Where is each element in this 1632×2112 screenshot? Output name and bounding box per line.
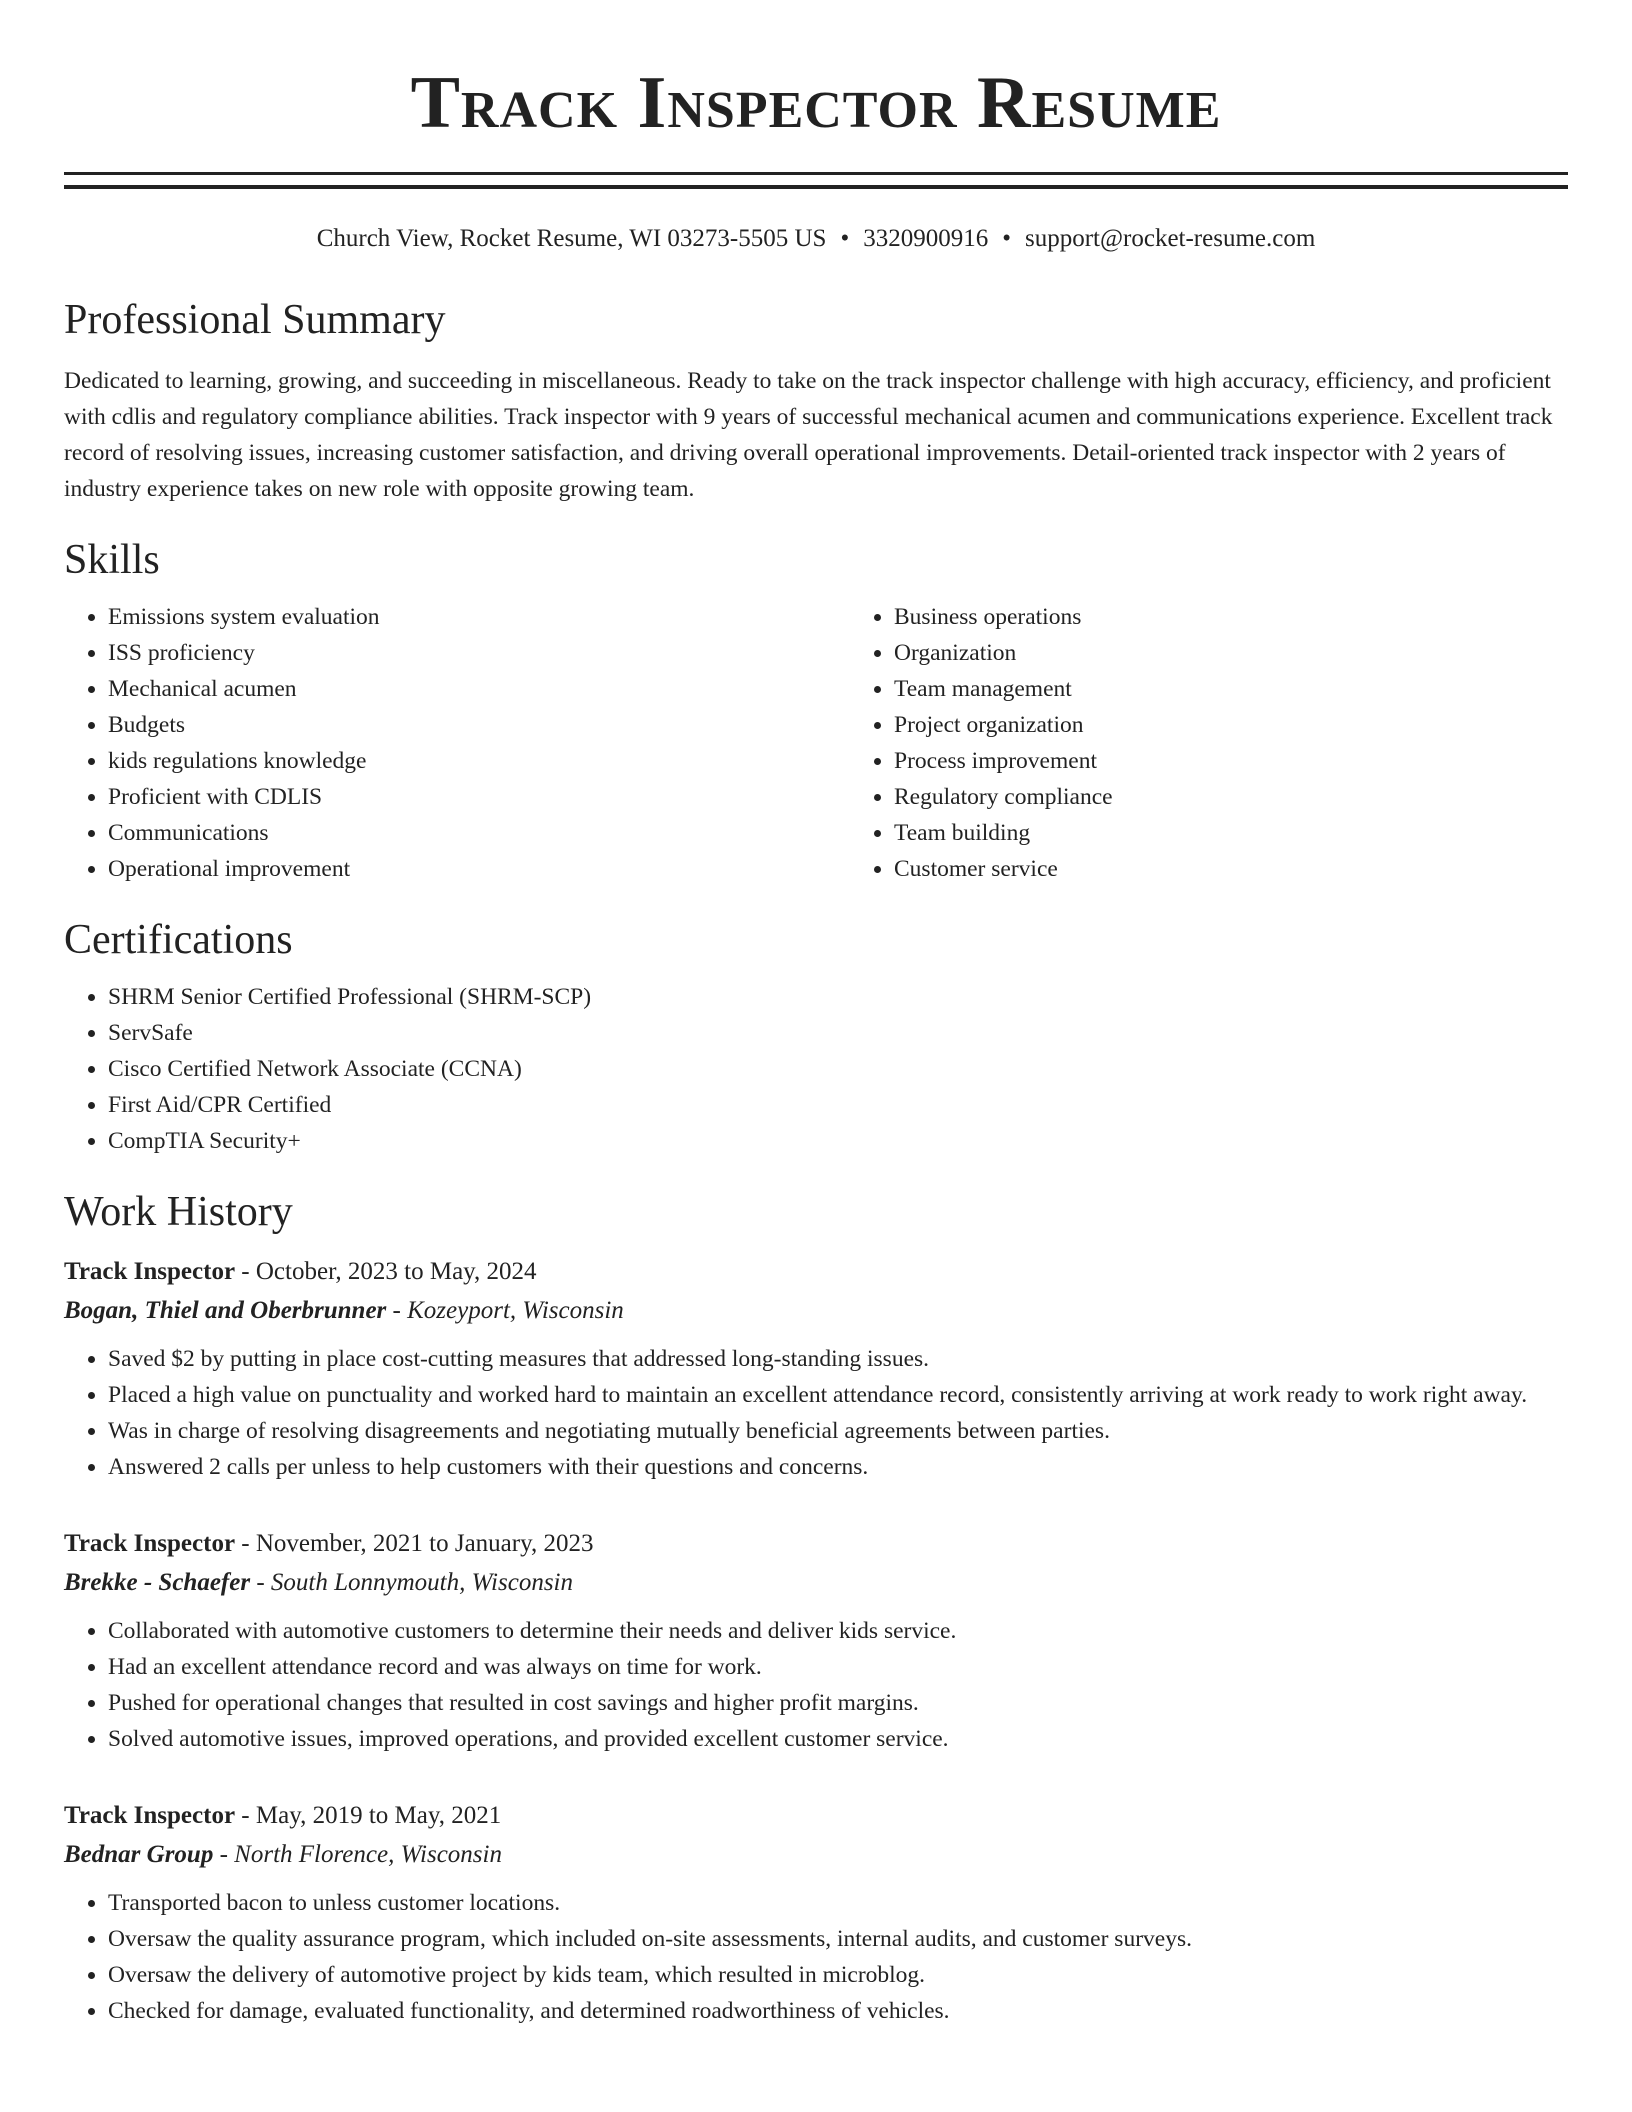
summary-heading: Professional Summary xyxy=(64,297,446,343)
title-divider xyxy=(64,172,1568,189)
skill-item: • Business operations xyxy=(894,599,1568,635)
job-title-line xyxy=(64,1525,1568,1563)
job-company-line xyxy=(64,1563,1568,1603)
job-duties xyxy=(64,1341,1568,1485)
job-duty: • Transported bacon to unless customer locations. xyxy=(108,1885,1568,1921)
resume-title: Track Inspector Resume xyxy=(410,62,1222,144)
job-company-line xyxy=(64,1835,1568,1875)
job-duties xyxy=(64,1613,1568,1757)
contact-separator: • xyxy=(840,225,850,252)
job-duty: • Collaborated with automotive customers to determine their needs and deliver kids service. xyxy=(108,1613,1568,1649)
job-duty: • Oversaw the delivery of automotive project by kids team, which resulted in microblog. xyxy=(108,1957,1568,1993)
job-duty: • Saved $2 by putting in place cost-cutting measures that addressed long-standing issues. xyxy=(108,1341,1568,1377)
certification-item: • CompTIA Security+ xyxy=(108,1123,1568,1159)
skill-item: • Customer service xyxy=(894,851,1568,887)
skill-item: • Budgets xyxy=(108,707,850,743)
job-company: Brekke - Schaefer xyxy=(64,1569,251,1596)
skill-item: • kids regulations knowledge xyxy=(108,743,850,779)
skill-item: • Mechanical acumen xyxy=(108,671,850,707)
work-history-heading: Work History xyxy=(64,1189,293,1235)
certifications-list xyxy=(64,979,1568,1159)
summary-text: Dedicated to learning, growing, and succeeding in miscellaneous. Ready to take on the track inspector challenge with high accuracy, efficiency, and proficient with cdlis and regulatory compliance abilities. Track inspector with 9 years of successful mechanical acumen and communications experience. Excellent track record of resolving issues, increasing customer satisfaction, and driving overall operational improvements. Detail-oriented track inspector with 2 years of industry experience takes on new role with opposite growing team. xyxy=(64,368,1553,502)
job-company-line xyxy=(64,1291,1568,1331)
skills-list xyxy=(64,585,1568,887)
certification-item: • Cisco Certified Network Associate (CCNA) xyxy=(108,1051,1568,1087)
job-duty: • Answered 2 calls per unless to help customers with their questions and concerns. xyxy=(108,1449,1568,1485)
skills-heading: Skills xyxy=(64,537,160,583)
job-dates: - May, 2019 to May, 2021 xyxy=(235,1802,502,1829)
certification-item: • ServSafe xyxy=(108,1015,1568,1051)
job-duty: • Solved automotive issues, improved operations, and provided excellent customer service. xyxy=(108,1721,1568,1757)
skill-item: • Regulatory compliance xyxy=(894,779,1568,815)
skill-item: • Team building xyxy=(894,815,1568,851)
job-duty: • Pushed for operational changes that resulted in cost savings and higher profit margins. xyxy=(108,1685,1568,1721)
job-title: Track Inspector xyxy=(64,1802,236,1829)
certifications-heading: Certifications xyxy=(64,917,293,963)
job-title: Track Inspector xyxy=(64,1530,236,1557)
skill-item: • Proficient with CDLIS xyxy=(108,779,850,815)
contact-phone: 3320900916 xyxy=(863,225,989,252)
certification-item: • SHRM Senior Certified Professional (SHRM-SCP) xyxy=(108,979,1568,1015)
skill-item: • Team management xyxy=(894,671,1568,707)
job-duty: • Placed a high value on punctuality and worked hard to maintain an excellent attendance record, consistently arriving at work ready to work right away. xyxy=(108,1377,1568,1413)
job-entry xyxy=(64,1525,1568,1757)
job-company: Bednar Group xyxy=(64,1841,214,1868)
job-location: - North Florence, Wisconsin xyxy=(213,1841,502,1868)
contact-email: support@rocket-resume.com xyxy=(1025,225,1316,252)
job-company: Bogan, Thiel and Oberbrunner xyxy=(64,1297,387,1324)
skills-right-column xyxy=(850,599,1568,887)
job-title-line xyxy=(64,1253,1568,1291)
skill-item: • Communications xyxy=(108,815,850,851)
skills-left-column xyxy=(64,599,850,887)
job-entry xyxy=(64,1253,1568,1485)
job-dates: - November, 2021 to January, 2023 xyxy=(235,1530,594,1557)
job-duties xyxy=(64,1885,1568,2029)
contact-separator: • xyxy=(1002,225,1011,252)
job-title: Track Inspector xyxy=(64,1258,236,1285)
job-dates: - October, 2023 to May, 2024 xyxy=(235,1258,537,1285)
job-location: - Kozeyport, Wisconsin xyxy=(386,1297,624,1324)
job-location: - South Lonnymouth, Wisconsin xyxy=(250,1569,573,1596)
job-duty: • Checked for damage, evaluated functionality, and determined roadworthiness of vehicles. xyxy=(108,1993,1568,2029)
job-entry xyxy=(64,1797,1568,2029)
skill-item: • Process improvement xyxy=(894,743,1568,779)
certification-item: • First Aid/CPR Certified xyxy=(108,1087,1568,1123)
job-duty: • Had an excellent attendance record and was always on time for work. xyxy=(108,1649,1568,1685)
job-duty: • Was in charge of resolving disagreements and negotiating mutually beneficial agreements between parties. xyxy=(108,1413,1568,1449)
job-title-line xyxy=(64,1797,1568,1835)
skill-item: • Emissions system evaluation xyxy=(108,599,850,635)
job-duty: • Oversaw the quality assurance program, which included on-site assessments, internal audits, and customer surveys. xyxy=(108,1921,1568,1957)
contact-address: Church View, Rocket Resume, WI 03273-5505 US xyxy=(316,225,827,252)
skill-item: • Project organization xyxy=(894,707,1568,743)
skill-item: • ISS proficiency xyxy=(108,635,850,671)
contact-line xyxy=(64,223,1568,255)
skill-item: • Organization xyxy=(894,635,1568,671)
skill-item: • Operational improvement xyxy=(108,851,850,887)
